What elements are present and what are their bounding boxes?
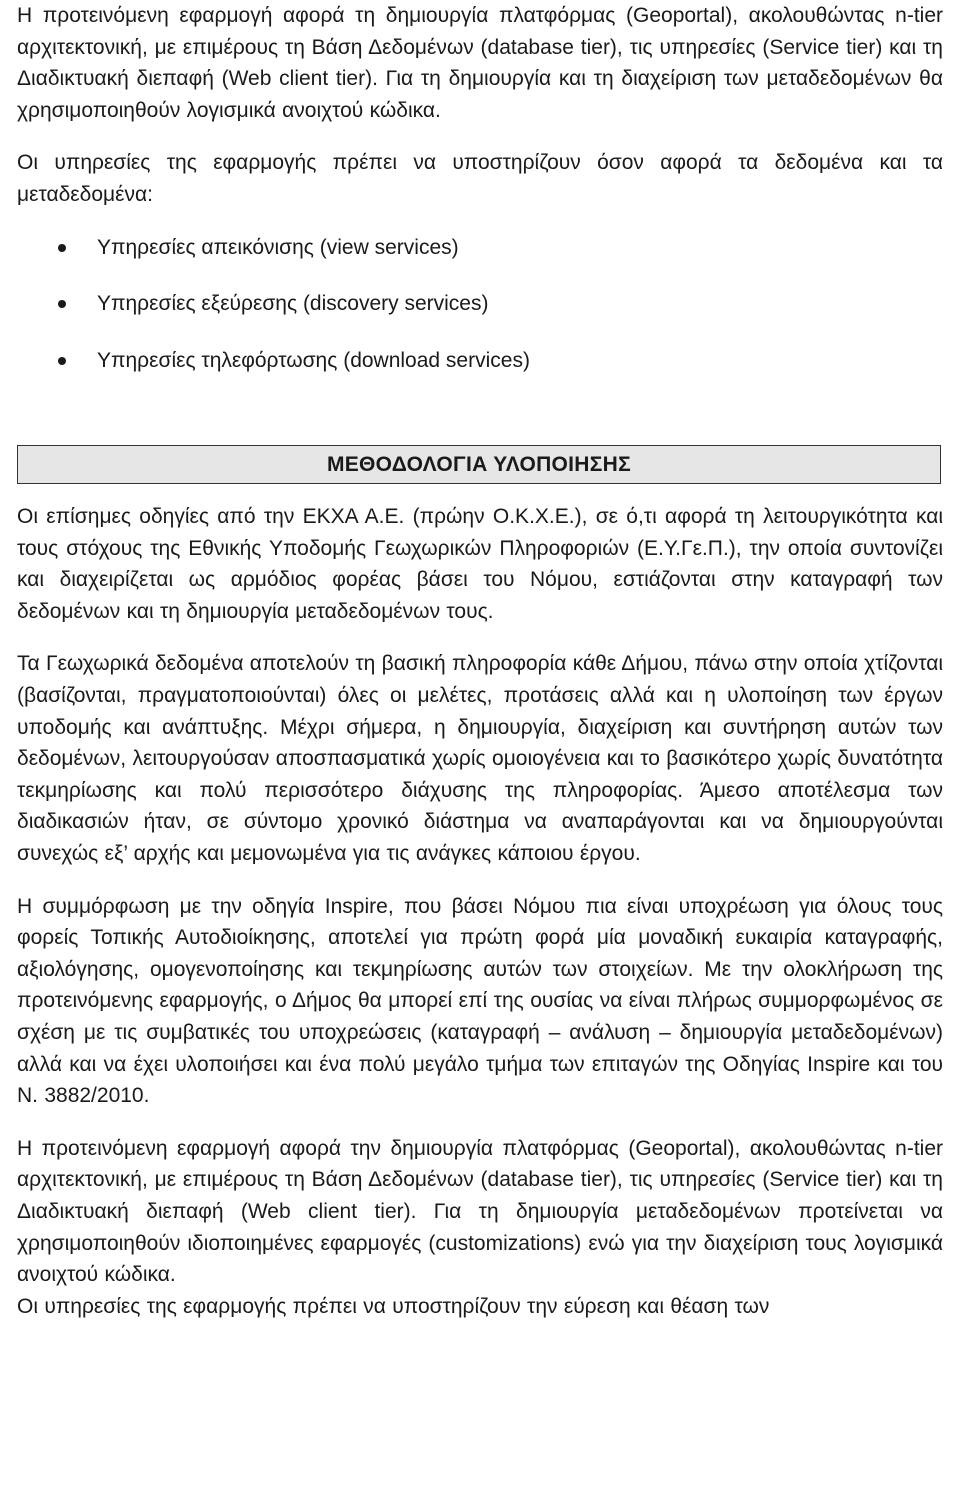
- bullet-dot-icon: [58, 300, 66, 308]
- list-item-text: Υπηρεσίες απεικόνισης (view services): [97, 235, 459, 259]
- document-page: [17, 0, 943, 1322]
- paragraph-inspire: Η συμμόρφωση με την οδηγία Inspire, που βάσει Νόμου πια είναι υποχρέωση για όλους τους φορείς Τοπικής Αυτοδιοίκησης, αποτελεί για πρώτη φορά μία μοναδική ευκαιρία καταγραφής, αξιολόγησης, ομογενοποίησης και τεκμηρίωσης αυτών των στοιχείων. Με την ολοκλήρωση της προτεινόμενης εφαρμογής, ο Δήμος θα μπορεί επί της ουσίας να είναι πλήρως συμμορφωμένος σε σχέση με τις συμβατικές του υποχρεώσεις (καταγραφή – ανάλυση – δημιουργία μεταδεδομένων) αλλά και να έχει υλοποιήσει και ένα πολύ μεγάλο τμήμα των επιταγών της Οδηγίας Inspire και του Ν. 3882/2010.: [17, 894, 943, 1108]
- paragraph-services-intro: Οι υπηρεσίες της εφαρμογής πρέπει να υποστηρίζουν όσον αφορά τα δεδομένα και τα μεταδεδομένα:: [17, 151, 943, 206]
- paragraph-application: Η προτεινόμενη εφαρμογή αφορά την δημιουργία πλατφόρμας (Geoportal), ακολουθώντας n-tier αρχιτεκτονική, με επιμέρους τη Βάση Δεδομένων (database tier), τις υπηρεσίες (Service tier) και τη Διαδικτυακή διεπαφή (Web client tier). Για τη δημιουργία μεταδεδομένων προτείνεται να χρησιμοποιηθούν ιδιοποιημένες εφαρμογές (customizations) ενώ για την διαχείριση τους λογισμικά ανοιχτού κώδικα.: [17, 1136, 943, 1287]
- paragraph-intro: Η προτεινόμενη εφαρμογή αφορά τη δημιουργία πλατφόρμας (Geoportal), ακολουθώντας n-tier αρχιτεκτονική, με επιμέρους τη Βάση Δεδομένων (database tier), τις υπηρεσίες (Service tier) και τη Διαδικτυακή διεπαφή (Web client tier). Για τη δημιουργία και τη διαχείριση των μεταδεδομένων θα χρησιμοποιηθούν λογισμικά ανοιχτού κώδικα.: [17, 4, 943, 122]
- bullet-dot-icon: [58, 244, 66, 252]
- list-item: [17, 288, 943, 345]
- list-item: [17, 345, 943, 402]
- list-item-text: Υπηρεσίες εξεύρεσης (discovery services): [97, 292, 489, 316]
- paragraph-guidelines: Οι επίσημες οδηγίες από την ΕΚΧΑ Α.Ε. (πρώην Ο.Κ.Χ.Ε.), σε ό,τι αφορά τη λειτουργικότητα και τους στόχους της Εθνικής Υποδομής Γεωχωρικών Πληροφοριών (Ε.Υ.Γε.Π.), την οποία συντονίζει και διαχειρίζεται ως αρμόδιος φορέας βάσει του Νόμου, εστιάζονται στην καταγραφή των δεδομένων και τη δημιουργία μεταδεδομένων τους.: [17, 505, 943, 623]
- bullet-dot-icon: [58, 357, 66, 365]
- list-item-text: Υπηρεσίες τηλεφόρτωσης (download services): [97, 348, 530, 372]
- paragraph-services-cont: Οι υπηρεσίες της εφαρμογής πρέπει να υποστηρίζουν την εύρεση και θέαση των: [17, 1294, 770, 1318]
- paragraph-geodata: Τα Γεωχωρικά δεδομένα αποτελούν τη βασική πληροφορία κάθε Δήμου, πάνω στην οποία χτίζονται (βασίζονται, πραγματοποιούνται) όλες οι μελέτες, προτάσεις αλλά και η υλοποίηση των έργων υποδομής και ανάπτυξης. Μέχρι σήμερα, η δημιουργία, διαχείριση και συντήρηση αυτών των δεδομένων, λειτουργούσαν αποσπασματικά χωρίς ομοιογένεια και το βασικότερο χωρίς δυνατότητα τεκμηρίωσης και πολύ περισσότερο διάχυσης της πληροφορίας. Άμεσο αποτέλεσμα των διαδικασιών ήταν, σε σύντομο χρονικό διάστημα να αναπαράγονται και να δημιουργούνται συνεχώς εξ’ αρχής και μεμονωμένα για τις ανάγκες κάποιου έργου.: [17, 652, 943, 865]
- services-list: [17, 232, 943, 402]
- list-item: [17, 232, 943, 289]
- section-heading: ΜΕΘΟΔΟΛΟΓΙΑ ΥΛΟΠΟΙΗΣΗΣ: [17, 445, 941, 484]
